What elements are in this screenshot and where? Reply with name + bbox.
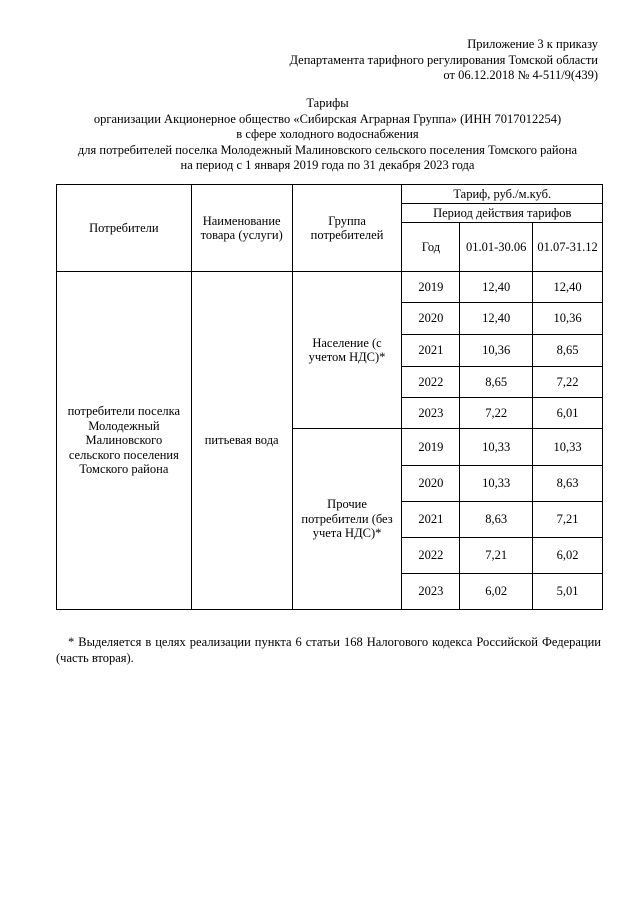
tariff-table bbox=[56, 184, 603, 610]
header-product: Наименование товара (услуги) bbox=[191, 185, 292, 272]
tariff-first-half-cell: 10,33 bbox=[460, 466, 533, 502]
title-line-5: на период с 1 января 2019 года по 31 декабря 2023 года bbox=[180, 158, 475, 172]
tariff-first-half-cell: 8,65 bbox=[460, 367, 533, 398]
year-cell: 2022 bbox=[402, 538, 460, 574]
appendix-header bbox=[289, 37, 598, 84]
tariff-second-half-cell: 8,65 bbox=[533, 335, 603, 367]
year-cell: 2019 bbox=[402, 272, 460, 303]
year-cell: 2023 bbox=[402, 398, 460, 429]
tariff-first-half-cell: 6,02 bbox=[460, 574, 533, 610]
group-cell: Население (с учетом НДС)* bbox=[292, 272, 402, 429]
tariff-first-half-cell: 10,36 bbox=[460, 335, 533, 367]
header-group: Группа потребителей bbox=[292, 185, 402, 272]
tariff-second-half-cell: 7,22 bbox=[533, 367, 603, 398]
tariff-second-half-cell: 6,01 bbox=[533, 398, 603, 429]
header-period: Период действия тарифов bbox=[402, 204, 603, 223]
year-cell: 2021 bbox=[402, 335, 460, 367]
appendix-line-1: Приложение 3 к приказу bbox=[467, 37, 598, 51]
appendix-line-3: от 06.12.2018 № 4-511/9(439) bbox=[443, 68, 598, 82]
tariff-first-half-cell: 7,21 bbox=[460, 538, 533, 574]
table-row bbox=[57, 272, 603, 303]
tariff-second-half-cell: 10,36 bbox=[533, 303, 603, 335]
tariff-first-half-cell: 12,40 bbox=[460, 272, 533, 303]
tariff-second-half-cell: 8,63 bbox=[533, 466, 603, 502]
tariff-second-half-cell: 6,02 bbox=[533, 538, 603, 574]
appendix-line-2: Департамента тарифного регулирования Томской области bbox=[289, 52, 598, 67]
year-cell: 2023 bbox=[402, 574, 460, 610]
title-line-1: Тарифы bbox=[306, 96, 349, 110]
year-cell: 2020 bbox=[402, 466, 460, 502]
header-year: Год bbox=[402, 223, 460, 272]
title-line-2: организации Акционерное общество «Сибирская Аграрная Группа» (ИНН 7017012254) bbox=[93, 111, 562, 126]
header-consumers: Потребители bbox=[57, 185, 192, 272]
header-first-half: 01.01-30.06 bbox=[460, 223, 533, 272]
year-cell: 2021 bbox=[402, 502, 460, 538]
group-cell: Прочие потребители (без учета НДС)* bbox=[292, 429, 402, 610]
title-line-3: в сфере холодного водоснабжения bbox=[236, 127, 419, 141]
title-line-4: для потребителей поселка Молодежный Малиновского сельского поселения Томского района bbox=[77, 142, 578, 157]
tariff-first-half-cell: 7,22 bbox=[460, 398, 533, 429]
tariff-first-half-cell: 10,33 bbox=[460, 429, 533, 466]
header-tariff: Тариф, руб./м.куб. bbox=[402, 185, 603, 204]
document-title bbox=[40, 96, 615, 174]
footnote: * Выделяется в целях реализации пункта 6 статьи 168 Налогового кодекса Российской Федерации (часть вторая). bbox=[56, 635, 601, 665]
product-cell: питьевая вода bbox=[191, 272, 292, 610]
tariff-first-half-cell: 12,40 bbox=[460, 303, 533, 335]
header-second-half: 01.07-31.12 bbox=[533, 223, 603, 272]
consumer-cell: потребители поселка Молодежный Малиновского сельского поселения Томского района bbox=[57, 272, 192, 610]
tariff-second-half-cell: 7,21 bbox=[533, 502, 603, 538]
year-cell: 2019 bbox=[402, 429, 460, 466]
tariff-second-half-cell: 10,33 bbox=[533, 429, 603, 466]
year-cell: 2020 bbox=[402, 303, 460, 335]
tariff-second-half-cell: 12,40 bbox=[533, 272, 603, 303]
tariff-second-half-cell: 5,01 bbox=[533, 574, 603, 610]
tariff-first-half-cell: 8,63 bbox=[460, 502, 533, 538]
year-cell: 2022 bbox=[402, 367, 460, 398]
